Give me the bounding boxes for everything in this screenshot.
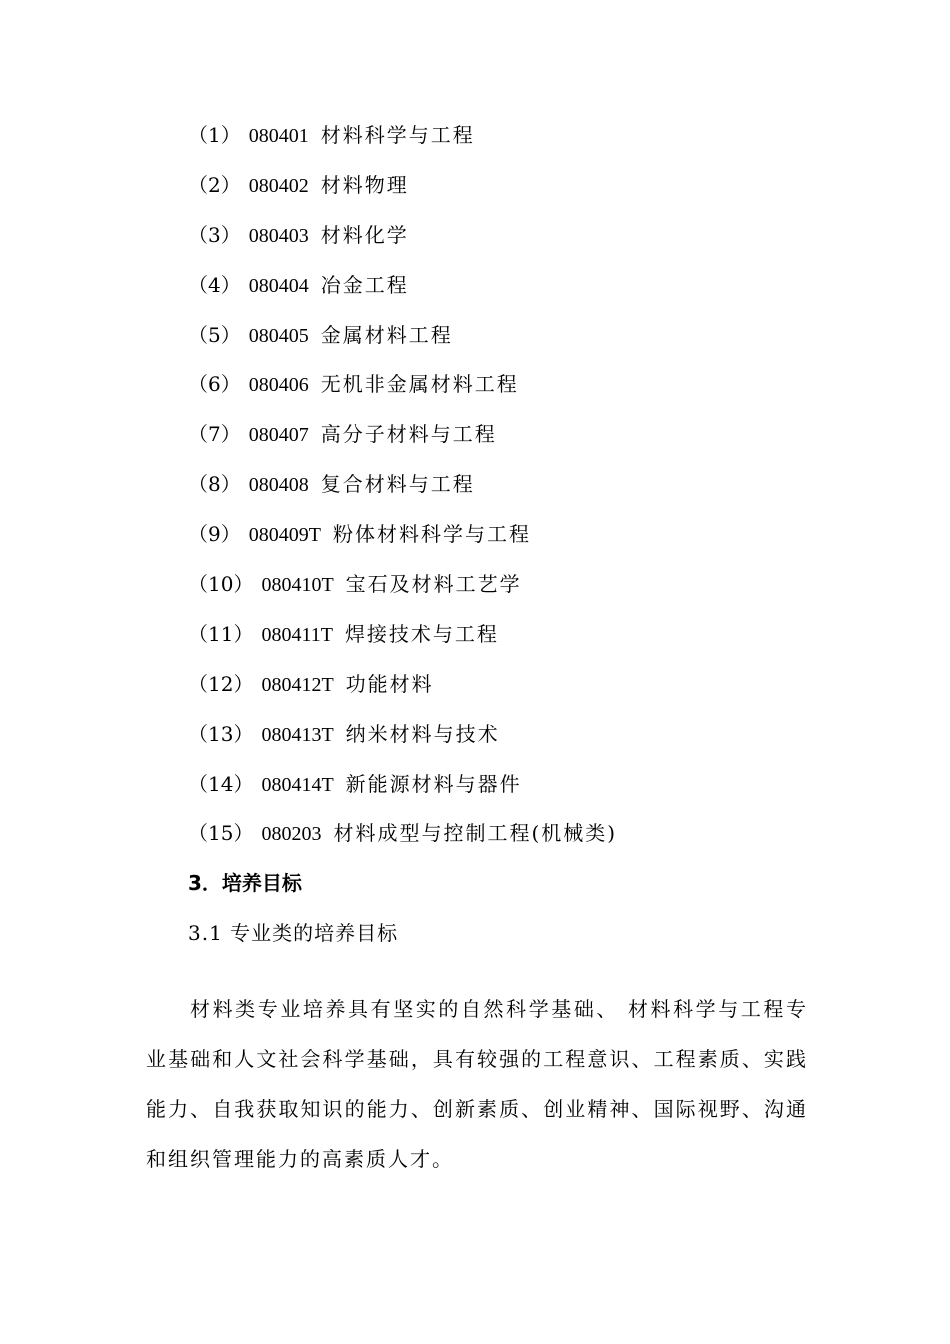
major-code: 080402 xyxy=(248,174,309,197)
major-code: 080406 xyxy=(248,374,309,397)
major-name: 材料化学 xyxy=(320,222,409,247)
major-name: 宝石及材料工艺学 xyxy=(345,572,522,597)
list-item xyxy=(188,816,617,866)
major-code: 080410T xyxy=(261,574,334,597)
list-item xyxy=(188,367,617,417)
major-name: 材料成型与控制工程(机械类) xyxy=(333,821,618,846)
major-code: 080411T xyxy=(261,623,333,646)
major-name: 材料科学与工程 xyxy=(320,123,475,147)
major-code: 080404 xyxy=(248,274,309,297)
major-name: 粉体材料科学与工程 xyxy=(332,522,531,547)
list-item xyxy=(188,268,617,318)
sub-heading: 3.1 专业类的培养目标 xyxy=(188,921,399,945)
item-number: （5） xyxy=(188,322,241,347)
major-name: 无机非金属材料工程 xyxy=(320,372,519,397)
item-number: （11） xyxy=(188,621,254,646)
item-number: （15） xyxy=(188,821,254,846)
major-name: 纳米材料与技术 xyxy=(345,721,500,746)
major-code: 080407 xyxy=(248,424,309,447)
list-item xyxy=(188,168,617,218)
list-item xyxy=(188,467,617,517)
major-code: 080401 xyxy=(248,125,309,147)
list-item xyxy=(188,517,617,567)
major-name: 冶金工程 xyxy=(320,272,409,297)
list-item xyxy=(188,218,617,268)
major-name: 焊接技术与工程 xyxy=(344,621,499,646)
major-code: 080408 xyxy=(248,474,309,497)
item-number: （8） xyxy=(188,472,241,497)
section-heading: 3．培养目标 xyxy=(188,871,302,895)
list-item xyxy=(188,767,617,817)
item-number: （1） xyxy=(188,123,241,147)
list-item xyxy=(188,417,617,467)
item-number: （14） xyxy=(188,771,254,796)
major-name: 高分子材料与工程 xyxy=(320,422,497,447)
list-item xyxy=(188,118,617,168)
major-name: 复合材料与工程 xyxy=(320,472,475,497)
item-number: （2） xyxy=(188,172,241,197)
list-item xyxy=(188,567,617,617)
list-item xyxy=(188,667,617,717)
item-number: （12） xyxy=(188,671,254,696)
major-name: 材料物理 xyxy=(320,172,409,197)
major-name: 功能材料 xyxy=(345,671,434,696)
major-code: 080203 xyxy=(261,823,322,846)
item-number: （9） xyxy=(188,522,241,547)
list-item xyxy=(188,617,617,667)
item-number: （6） xyxy=(188,372,241,397)
major-code: 080409T xyxy=(248,524,321,547)
major-list xyxy=(188,118,617,866)
item-number: （7） xyxy=(188,422,241,447)
major-code: 080414T xyxy=(261,773,334,796)
major-code: 080405 xyxy=(248,324,309,347)
item-number: （13） xyxy=(188,721,254,746)
major-name: 新能源材料与器件 xyxy=(345,771,522,796)
list-item xyxy=(188,318,617,368)
body-paragraph: 材料类专业培养具有坚实的自然科学基础、 材料科学与工程专业基础和人文社会科学基础，具有较强的工程意识、工程素质、实践能力、自我获取知识的能力、创新素质、创业精神、国际视野、沟通和组织管理能力的高素质人才。 xyxy=(146,997,808,1171)
item-number: （4） xyxy=(188,272,241,297)
major-code: 080413T xyxy=(261,723,334,746)
major-name: 金属材料工程 xyxy=(320,322,453,347)
major-code: 080412T xyxy=(261,673,334,696)
list-item xyxy=(188,717,617,767)
item-number: （10） xyxy=(188,572,254,597)
item-number: （3） xyxy=(188,222,241,247)
major-code: 080403 xyxy=(248,224,309,247)
